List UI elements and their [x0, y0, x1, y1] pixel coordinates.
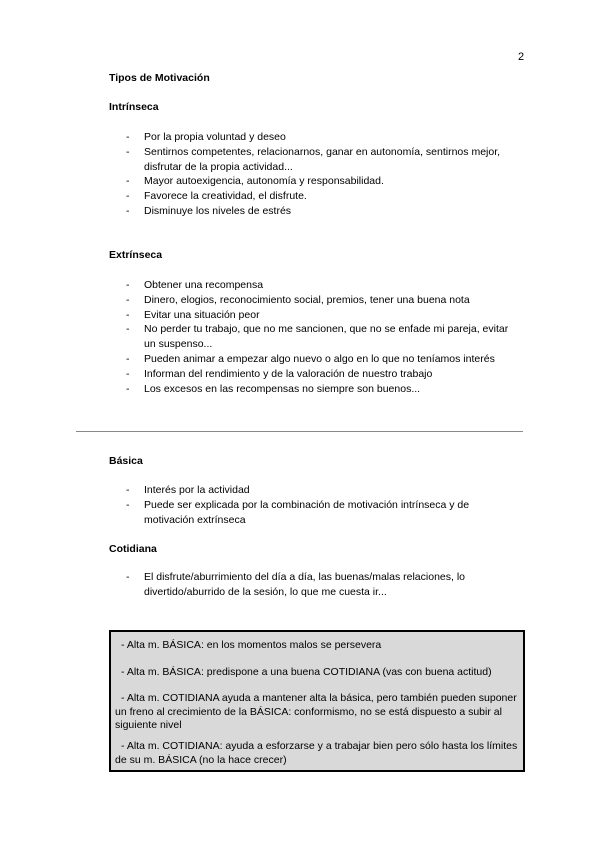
- list-item: - Obtener una recompensa: [126, 278, 516, 293]
- list-item: - Dinero, elogios, reconocimiento social, premios, tener una buena nota: [126, 293, 516, 308]
- extrinsic-heading: Extrínseca: [109, 249, 163, 261]
- daily-heading: Cotidiana: [109, 543, 157, 555]
- document-title: Tipos de Motivación: [109, 72, 210, 84]
- list-item: - Interés por la actividad: [126, 483, 506, 498]
- page-number: 2: [518, 51, 525, 63]
- daily-list: [126, 570, 506, 600]
- list-item: - Mayor autoexigencia, autonomía y responsabilidad.: [126, 174, 526, 189]
- summary-line: - Alta m. BÁSICA: predispone a una buena COTIDIANA (vas con buena actitud): [121, 666, 492, 678]
- section-divider: [76, 431, 523, 432]
- list-item: - Favorece la creatividad, el disfrute.: [126, 189, 526, 204]
- list-item: - Disminuye los niveles de estrés: [126, 204, 526, 219]
- list-item: - Sentirnos competentes, relacionarnos, ganar en autonomía, sentirnos mejor, disfrutar de la propia actividad...: [126, 145, 526, 175]
- list-item: - Informan del rendimiento y de la valoración de nuestro trabajo: [126, 367, 516, 382]
- intrinsic-heading: Intrínseca: [109, 101, 159, 113]
- summary-line: - Alta m. COTIDIANA ayuda a mantener alta la básica, pero también pueden suponer un freno al crecimiento de la BÁSICA: conformismo, no se está dispuesto a subir al siguiente nivel: [115, 692, 517, 732]
- list-item: - Puede ser explicada por la combinación de motivación intrínseca y de motivación extrínseca: [126, 498, 506, 528]
- list-item: - Pueden animar a empezar algo nuevo o algo en lo que no teníamos interés: [126, 352, 516, 367]
- list-item: - Evitar una situación peor: [126, 308, 516, 323]
- summary-box: [109, 630, 525, 772]
- summary-line: - Alta m. BÁSICA: en los momentos malos se persevera: [121, 639, 382, 651]
- summary-line: - Alta m. COTIDIANA: ayuda a esforzarse y a trabajar bien pero sólo hasta los límites de su m. BÁSICA (no la hace crecer): [115, 740, 518, 766]
- basic-list: [126, 483, 506, 527]
- list-item: - Los excesos en las recompensas no siempre son buenos...: [126, 382, 516, 397]
- list-item: - El disfrute/aburrimiento del día a día, las buenas/malas relaciones, lo divertido/aburrido de la sesión, lo que me cuesta ir...: [126, 570, 506, 600]
- intrinsic-list: [126, 130, 526, 219]
- list-item: - Por la propia voluntad y deseo: [126, 130, 526, 145]
- list-item: - No perder tu trabajo, que no me sancionen, que no se enfade mi pareja, evitar un suspenso...: [126, 322, 516, 352]
- basic-heading: Básica: [109, 455, 143, 467]
- extrinsic-list: [126, 278, 516, 396]
